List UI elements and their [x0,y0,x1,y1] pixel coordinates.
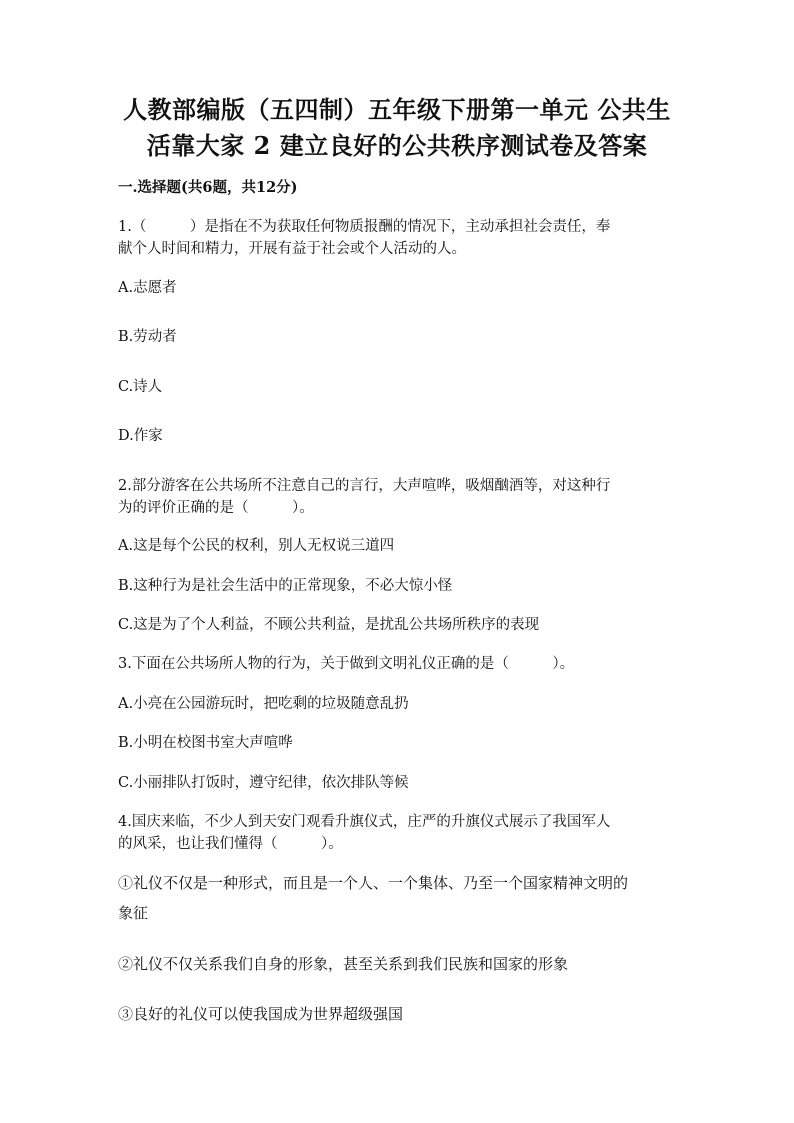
question-4-statement-2: ②礼仪不仅关系我们自身的形象，甚至关系到我们民族和国家的形象 [118,955,569,973]
question-4-statement-3: ③良好的礼仪可以使我国成为世界超级强国 [118,1005,404,1023]
question-1-option-b: B.劳动者 [118,329,177,345]
page-title [110,92,684,164]
question-3-stem: 3.下面在公共场所人物的行为，关于做到文明礼仪正确的是（ ）。 [118,656,575,672]
question-3-option-a: A.小亮在公园游玩时，把吃剩的垃圾随意乱扔 [118,696,409,712]
question-3-option-c: C.小丽排队打饭时，遵守纪律，依次排队等候 [118,775,409,791]
question-2-stem-line-2: 为的评价正确的是（ ）。 [118,500,314,516]
question-4-statement-1-line-1: ①礼仪不仅是一种形式，而且是一个人、一个集体、乃至一个国家精神文明的 [118,874,629,892]
section-heading: 一.选择题(共6题，共12分) [118,179,298,196]
question-2-option-b: B.这种行为是社会生活中的正常现象，不必大惊小怪 [118,578,453,594]
question-1-option-a: A.志愿者 [118,280,177,296]
title-line-1: 人教部编版（五四制）五年级下册第一单元 公共生 [123,95,671,124]
question-2-option-c: C.这是为了个人利益，不顾公共利益，是扰乱公共场所秩序的表现 [118,617,540,633]
title-line-2: 活靠大家 2 建立良好的公共秩序测试卷及答案 [146,131,648,160]
question-1-option-c: C.诗人 [118,379,163,395]
question-3-option-b: B.小明在校图书室大声喧哗 [118,735,293,751]
question-4-stem-line-2: 的风采，也让我们懂得（ ）。 [118,836,343,852]
question-4-statement-1-line-2: 象征 [118,904,149,922]
question-2-option-a: A.这是每个公民的权利，别人无权说三道四 [118,538,395,554]
question-1-stem-line-1: 1.（ ）是指在不为获取任何物质报酬的情况下，主动承担社会责任，奉 [118,219,611,235]
question-1-stem-line-2: 献个人时间和精力，开展有益于社会或个人活动的人。 [118,241,466,257]
question-2-stem-line-1: 2.部分游客在公共场所不注意自己的言行，大声喧哗，吸烟酗酒等，对这种行 [118,478,611,494]
question-4-stem-line-1: 4.国庆来临，不少人到天安门观看升旗仪式，庄严的升旗仪式展示了我国军人 [118,814,611,830]
question-1-option-d: D.作家 [118,428,163,444]
